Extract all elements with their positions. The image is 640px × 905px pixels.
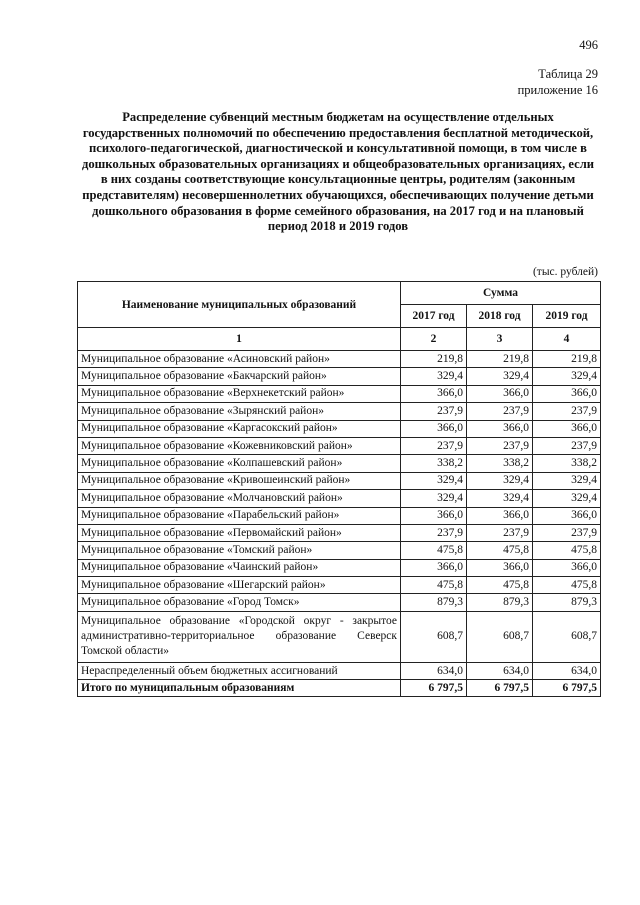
row-name: Муниципальное образование «Кривошеинский район» bbox=[78, 472, 401, 489]
row-value-2019: 634,0 bbox=[533, 662, 601, 679]
row-value-2017: 237,9 bbox=[401, 403, 467, 420]
row-value-2019: 366,0 bbox=[533, 559, 601, 576]
row-name: Муниципальное образование «Верхнекетский район» bbox=[78, 385, 401, 402]
row-value-2018: 237,9 bbox=[467, 437, 533, 454]
row-value-2019: 338,2 bbox=[533, 455, 601, 472]
row-value-2017: 329,4 bbox=[401, 472, 467, 489]
row-name: Муниципальное образование «Асиновский район» bbox=[78, 351, 401, 368]
col-number-2: 2 bbox=[401, 328, 467, 351]
total-value-2018: 6 797,5 bbox=[467, 680, 533, 697]
table-row bbox=[78, 420, 601, 437]
row-value-2017: 219,8 bbox=[401, 351, 467, 368]
row-value-2019: 237,9 bbox=[533, 437, 601, 454]
row-name: Муниципальное образование «Город Томск» bbox=[78, 594, 401, 611]
row-value-2017: 366,0 bbox=[401, 385, 467, 402]
total-name: Итого по муниципальным образованиям bbox=[78, 680, 401, 697]
row-name: Муниципальное образование «Городской округ - закрытое административно-территориальное образование Северск Томской области» bbox=[78, 611, 401, 662]
header-municipality: Наименование муниципальных образований bbox=[78, 282, 401, 328]
distribution-table bbox=[77, 281, 601, 697]
row-value-2018: 366,0 bbox=[467, 420, 533, 437]
row-value-2018: 219,8 bbox=[467, 351, 533, 368]
row-value-2019: 329,4 bbox=[533, 490, 601, 507]
header-sum: Сумма bbox=[401, 282, 601, 305]
table-label-block bbox=[398, 66, 598, 98]
row-value-2019: 366,0 bbox=[533, 385, 601, 402]
row-name: Нераспределенный объем бюджетных ассигнований bbox=[78, 662, 401, 679]
row-value-2018: 608,7 bbox=[467, 611, 533, 662]
table-row bbox=[78, 577, 601, 594]
header-year-2019: 2019 год bbox=[533, 305, 601, 328]
row-value-2017: 475,8 bbox=[401, 542, 467, 559]
table-row bbox=[78, 490, 601, 507]
row-value-2017: 237,9 bbox=[401, 524, 467, 541]
row-name: Муниципальное образование «Кожевниковский район» bbox=[78, 437, 401, 454]
row-name: Муниципальное образование «Чаинский район» bbox=[78, 559, 401, 576]
table-row bbox=[78, 611, 601, 662]
row-name: Муниципальное образование «Шегарский район» bbox=[78, 577, 401, 594]
row-value-2018: 634,0 bbox=[467, 662, 533, 679]
table-row bbox=[78, 437, 601, 454]
header-year-2018: 2018 год bbox=[467, 305, 533, 328]
table-row bbox=[78, 542, 601, 559]
row-value-2017: 329,4 bbox=[401, 490, 467, 507]
row-value-2019: 475,8 bbox=[533, 577, 601, 594]
row-value-2019: 329,4 bbox=[533, 472, 601, 489]
col-number-1: 1 bbox=[78, 328, 401, 351]
table-row bbox=[78, 559, 601, 576]
table-label: Таблица 29 bbox=[538, 67, 598, 81]
table-row bbox=[78, 368, 601, 385]
row-value-2017: 879,3 bbox=[401, 594, 467, 611]
table-row bbox=[78, 385, 601, 402]
row-value-2018: 329,4 bbox=[467, 490, 533, 507]
row-value-2018: 338,2 bbox=[467, 455, 533, 472]
row-value-2018: 237,9 bbox=[467, 524, 533, 541]
table-row bbox=[78, 594, 601, 611]
col-number-4: 4 bbox=[533, 328, 601, 351]
row-value-2017: 237,9 bbox=[401, 437, 467, 454]
row-value-2017: 329,4 bbox=[401, 368, 467, 385]
total-row bbox=[78, 680, 601, 697]
row-value-2018: 366,0 bbox=[467, 507, 533, 524]
col-number-3: 3 bbox=[467, 328, 533, 351]
total-value-2019: 6 797,5 bbox=[533, 680, 601, 697]
row-name: Муниципальное образование «Парабельский район» bbox=[78, 507, 401, 524]
row-name: Муниципальное образование «Томский район» bbox=[78, 542, 401, 559]
row-value-2019: 366,0 bbox=[533, 507, 601, 524]
row-value-2019: 237,9 bbox=[533, 524, 601, 541]
row-value-2018: 879,3 bbox=[467, 594, 533, 611]
table-row bbox=[78, 351, 601, 368]
row-value-2019: 366,0 bbox=[533, 420, 601, 437]
table-row bbox=[78, 472, 601, 489]
row-value-2018: 366,0 bbox=[467, 385, 533, 402]
row-value-2018: 366,0 bbox=[467, 559, 533, 576]
row-value-2018: 329,4 bbox=[467, 368, 533, 385]
row-value-2019: 475,8 bbox=[533, 542, 601, 559]
table-row bbox=[78, 662, 601, 679]
units-label: (тыс. рублей) bbox=[532, 266, 598, 278]
table-row bbox=[78, 507, 601, 524]
row-value-2019: 879,3 bbox=[533, 594, 601, 611]
row-value-2017: 366,0 bbox=[401, 507, 467, 524]
row-value-2018: 237,9 bbox=[467, 403, 533, 420]
row-value-2019: 237,9 bbox=[533, 403, 601, 420]
table-row bbox=[78, 455, 601, 472]
row-value-2018: 475,8 bbox=[467, 542, 533, 559]
row-value-2017: 366,0 bbox=[401, 559, 467, 576]
row-value-2017: 634,0 bbox=[401, 662, 467, 679]
total-value-2017: 6 797,5 bbox=[401, 680, 467, 697]
header-year-2017: 2017 год bbox=[401, 305, 467, 328]
row-name: Муниципальное образование «Колпашевский район» bbox=[78, 455, 401, 472]
row-value-2018: 475,8 bbox=[467, 577, 533, 594]
appendix-label: приложение 16 bbox=[517, 83, 598, 97]
row-name: Муниципальное образование «Первомайский район» bbox=[78, 524, 401, 541]
row-value-2017: 338,2 bbox=[401, 455, 467, 472]
row-value-2017: 366,0 bbox=[401, 420, 467, 437]
row-value-2018: 329,4 bbox=[467, 472, 533, 489]
row-value-2019: 219,8 bbox=[533, 351, 601, 368]
row-name: Муниципальное образование «Бакчарский район» bbox=[78, 368, 401, 385]
row-name: Муниципальное образование «Каргасокский район» bbox=[78, 420, 401, 437]
row-name: Муниципальное образование «Зырянский район» bbox=[78, 403, 401, 420]
row-name: Муниципальное образование «Молчановский район» bbox=[78, 490, 401, 507]
page-number: 496 bbox=[579, 38, 598, 52]
row-value-2019: 608,7 bbox=[533, 611, 601, 662]
row-value-2019: 329,4 bbox=[533, 368, 601, 385]
document-title: Распределение субвенций местным бюджетам на осуществление отдельных государственных полномочий по обеспечению предоставления бесплатной методической, психолого-педагогической, диагностической и консультативной помощи, в том числе в дошкольных образовательных организациях и общеобразовательных организациях, если в них созданы соответствующие консультационные центры, родителям (законным представителям) несовершеннолетних обучающихся, обеспечивающих получение детьми дошкольного образования в форме семейного образования, на 2017 год и на плановый период 2018 и 2019 годов bbox=[81, 110, 595, 234]
table-row bbox=[78, 524, 601, 541]
row-value-2017: 475,8 bbox=[401, 577, 467, 594]
table-row bbox=[78, 403, 601, 420]
row-value-2017: 608,7 bbox=[401, 611, 467, 662]
